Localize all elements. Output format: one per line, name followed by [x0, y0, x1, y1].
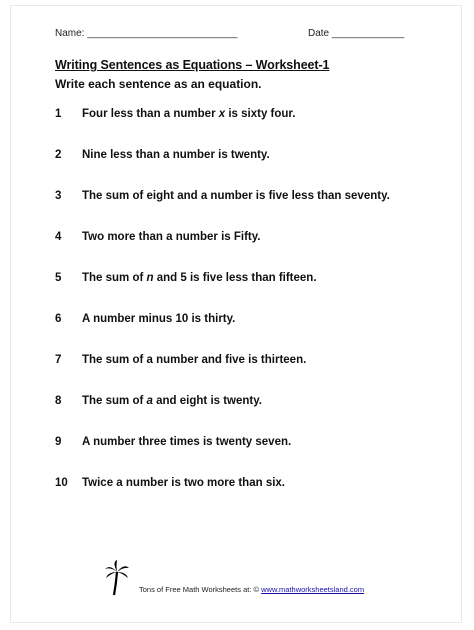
- footer-text: Tons of Free Math Worksheets at: © www.mathworksheetsland.com: [139, 585, 365, 594]
- name-field: Name: ___________________________: [55, 28, 238, 39]
- question-number: 3: [55, 190, 62, 202]
- footer: [104, 560, 384, 600]
- question-variable: x: [218, 108, 226, 120]
- question-text: Nine less than a number is twenty.: [82, 149, 270, 161]
- question-number: 7: [55, 354, 62, 366]
- question-text: The sum of n and 5 is five less than fifteen.: [82, 272, 317, 284]
- date-field: Date _____________: [308, 28, 405, 39]
- question-number: 4: [55, 231, 62, 243]
- palm-tree-icon: [104, 560, 130, 596]
- question-text: Four less than a number x is sixty four.: [82, 108, 296, 120]
- question-number: 9: [55, 436, 62, 448]
- question-text: Twice a number is two more than six.: [82, 477, 286, 489]
- question-text: The sum of eight and a number is five less than seventy.: [82, 190, 390, 202]
- question-text: A number minus 10 is thirty.: [82, 313, 236, 325]
- question-text: Two more than a number is Fifty.: [82, 231, 261, 243]
- question-number: 1: [55, 108, 62, 120]
- question-text: A number three times is twenty seven.: [82, 436, 292, 448]
- question-number: 2: [55, 149, 62, 161]
- question-text: The sum of a number and five is thirteen.: [82, 354, 307, 366]
- website-link[interactable]: www.mathworksheetsland.com: [261, 585, 365, 594]
- question-variable: a: [146, 395, 153, 407]
- question-variable: n: [146, 272, 154, 284]
- question-number: 8: [55, 395, 62, 407]
- worksheet-title: Writing Sentences as Equations – Worksheet-1: [55, 58, 330, 72]
- worksheet-page: [10, 5, 462, 623]
- question-number: 10: [55, 477, 68, 489]
- question-number: 5: [55, 272, 62, 284]
- question-number: 6: [55, 313, 62, 325]
- question-text: The sum of a and eight is twenty.: [82, 395, 262, 407]
- worksheet-instructions: Write each sentence as an equation.: [55, 77, 262, 91]
